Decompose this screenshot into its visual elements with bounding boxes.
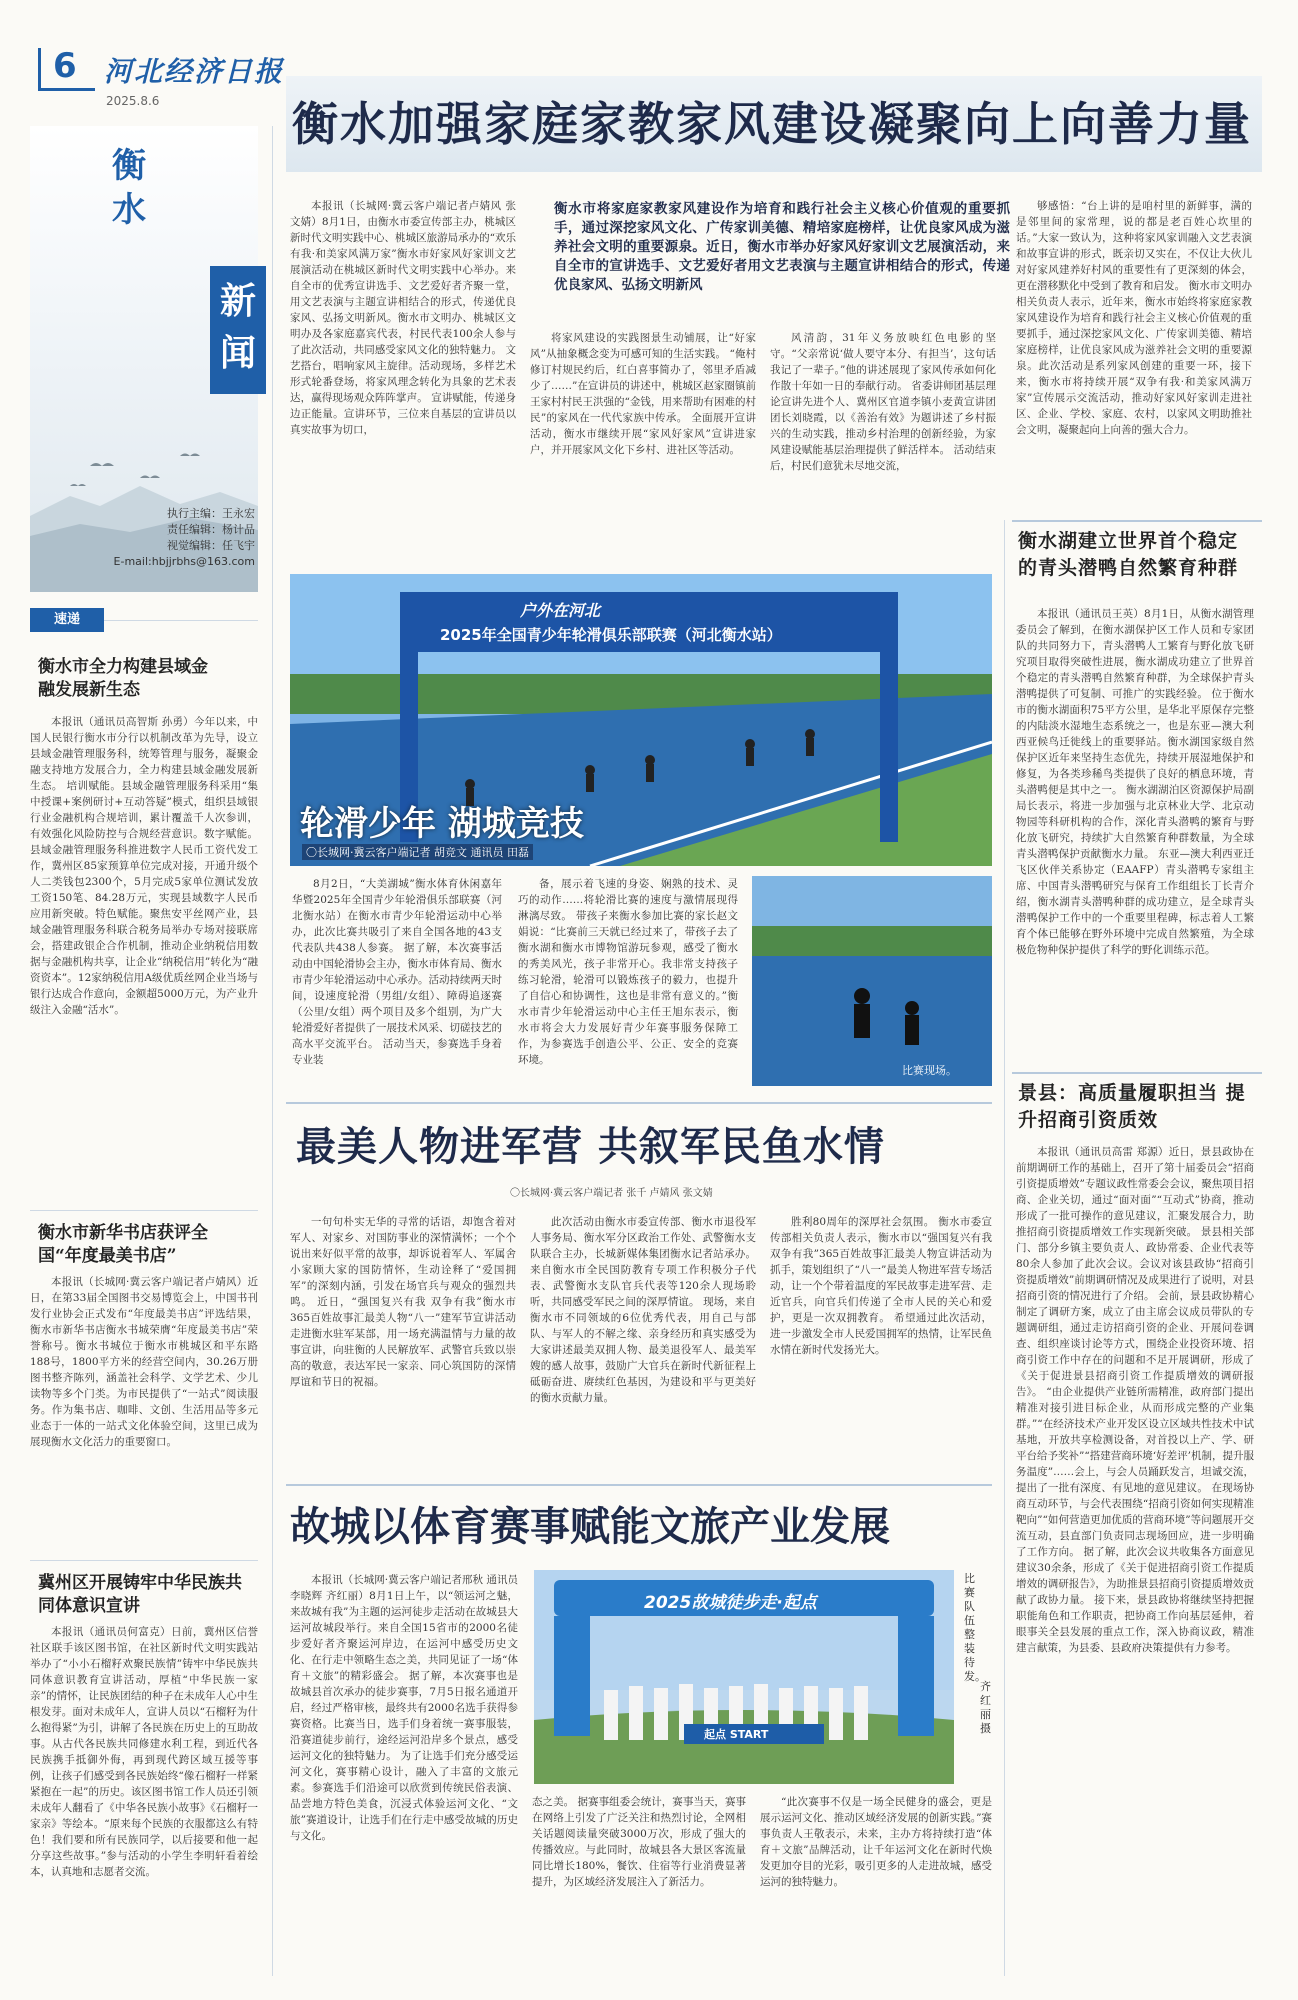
editor-3: 视觉编辑：任飞宇	[167, 539, 255, 552]
roller-banner-title: 户外在河北	[520, 601, 601, 620]
sidebar-item-1-body: 本报讯（通讯员高智斯 孙勇）今年以来，中国人民银行衡水市分行以机制改革为先导，设立县域金融管理服务科，统筹管理与服务，凝聚金融支持地方发展合力，全力构建县域金融发展新生态。 培训赋能。县域金融管理服务科采用“集中授课+案例研讨+互动答疑”模式，组织县域银行业金融机构合规培训，累计覆盖千人次参训，有效强化风险防控与合规经营意识。数字赋能。县域金融管理服务科推进数字人民币工资代发工作，冀州区85家预算单位完成对接，开通升级个人二类钱包2300个，5月完成5家单位测试发放工资150笔、84.28万元，实现县域数字人民币应用新突破。特色赋能。聚焦安平丝网产业，县域金融管理服务科联合税务局举办专场对接联席会，搭建政银企合作机制，推动企业纳税信用数据与金融机构共享，让企业“纳税信用”转化为“融资资本”。12家纳税信用A级优质丝网企业当场与银行达成合作意向，金额超5000万元，为产业升级注入金融“活水”。	[30, 716, 258, 1016]
sidebar-tag-label: 速递	[53, 612, 80, 627]
gucheng-start-text: 起点 START	[704, 1728, 769, 1741]
roller-small-photo	[752, 876, 992, 1086]
jing-title: 景县：高质量履职担当 提升招商引资质效	[1018, 1082, 1246, 1131]
gucheng-photo	[534, 1570, 954, 1784]
main-col-3: 风清韵，31年义务放映红色电影的坚守。“父亲常说‘做人要守本分、有担当’，这句话我记了一辈子。”他的讲述展现了家风传承如何化作散十年如一日的奉献行动。 省委讲师团基层理论宣讲先进个人、冀州区官道李镇小麦黄宣讲团团长刘晓霞，以《善治有效》为题讲述了乡村振兴的生动实践，推动乡村治理的创新经验，为家风建设赋能基层治理提供了鲜活样本。 活动结束后，村民们意犹未尽地交流，	[770, 332, 996, 472]
gucheng-col-2: 态之美。 据赛事组委会统计，赛事当天，赛事在网络上引发了广泛关注和热烈讨论，全网相关话题阅读量突破3000万次，形成了强大的传播效应。与此同时，故城县各大景区客流量同比增长180%，餐饮、住宿等行业消费显著提升，为区域经济发展注入了新活力。	[532, 1796, 746, 1888]
editor-1: 执行主编：王永宏	[167, 507, 255, 520]
section-banner	[30, 126, 258, 592]
roller-col-2: 备，展示着飞速的身姿、娴熟的技术、灵巧的动作……将轮滑比赛的速度与激情展现得淋漓尽致。 带孩子来衡水参加比赛的家长赵文娟说：“比赛前三天就已经过来了，带孩子去了衡水湖和衡水市博物馆游玩参观，感受了衡水的秀美风光，孩子非常开心。我非常支持孩子练习轮滑，轮滑可以锻炼孩子的毅力，也提升了自信心和协调性，这也是非常有意义的。”衡水市青少年轮滑运动中心主任王旭东表示，衡水市将会大力发展好青少年赛事服务保障工作，为参赛选手创造公平、公正、安全的竞赛环境。	[518, 878, 738, 1066]
military-col-3: 胜利80周年的深厚社会氛围。 衡水市委宣传部相关负责人表示，衡水市以“强国复兴有我 双争有我”365百姓故事汇最美人物宣讲活动为抓手，策划组织了“八一”最美人物进军营专场活动，让一个个带着温度的军民故事走进军营、走近官兵，向官兵们传递了全市人民的关心和爱护，更是一次双拥教育。 希望通过此次活动，进一步激发全市人民爱国拥军的热情，让军民鱼水情在新时代发扬光大。	[770, 1216, 992, 1356]
section-category: 新闻	[219, 281, 256, 374]
military-col-1: 一句句朴实无华的寻常的话语，却饱含着对军人、对家乡、对国防事业的深情满怀；一个个说出来好似平常的故事，却诉说着军人、军属舍小家顾大家的国防情怀，生动诠释了“爱国拥军”的深刻内涵，引发在场官兵与观众的强烈共鸣。 近日，“强国复兴有我 双争有我”衡水市365百姓故事汇最美人物“八一”建军节宣讲活动走进衡水驻军某部，用一场充满温情与力量的故事宣讲，向驻衡的人民解放军、武警官兵致以崇高的敬意，表达军民一家亲、同心筑国防的深情厚谊和节日的祝福。	[290, 1216, 516, 1388]
main-col-1: 本报讯（长城网·冀云客户端记者卢婧风 张文婧）8月1日，由衡水市委宣传部主办，桃城区新时代文明实践中心、桃城区旅游局承办的“欢乐有我·和美家风满万家”衡水市好家风好家训文艺展演活动在桃城区新时代文明实践中心举办。来自全市的优秀宣讲选手、文艺爱好者齐聚一堂，用文艺表演与主题宣讲相结合的形式，传递优良家风、弘扬文明新风。衡水市文明办、桃城区文明办及各家庭嘉宾代表，村民代表100余人参与了此次活动，共同感受家风文化的独特魅力。 文艺搭台，唱响家风主旋律。活动现场，多样艺术形式轮番登场，将家风理念转化为具象的艺术表达，赢得现场观众阵阵掌声。 宣讲赋能，传递身边正能量。宣讲环节，三位来自基层的宣讲员以真实故事为切口，	[290, 200, 516, 436]
duck-title: 衡水湖建立世界首个稳定的青头潜鸭自然繁育种群	[1018, 530, 1239, 579]
sidebar-item-3-title: 冀州区开展铸牢中华民族共同体意识宣讲	[38, 1573, 242, 1616]
gucheng-col-1: 本报讯（长城网·冀云客户端记者邢秋 通讯员李晓辉 齐红丽）8月1日上午，以“领运河之魅，来故城有我”为主题的运河徒步走活动在故城县大运河故城段举行。来自全国15省市的2000名徒步爱好者齐聚运河岸边，在运河中感受历史文化、在行走中领略生态之美，共同见证了一场“体育＋文旅”的精彩盛会。 据了解，本次赛事也是故城县首次承办的徒步赛事，7月5日报名通道开启，经过严格审核，最终共有2000名选手获得参赛资格。比赛当日，选手们身着统一赛事服装，沿赛道徒步前行，途经运河沿岸多个景点，感受运河文化的独特魅力。 为了让选手们充分感受运河文化，赛事精心设计，融入了丰富的文旅元素。参赛选手们沿途可以欣赏到传统民俗表演、品尝地方特色美食，沉浸式体验运河文化、“文旅”赛道设计，让选手们在行走中感受故城的历史与文化。	[290, 1574, 518, 1842]
gucheng-headline: 故城以体育赛事赋能文旅产业发展	[290, 1503, 890, 1550]
roller-photo-credit: 〇长城网·冀云客户端记者 胡竞文 通讯员 田磊	[302, 844, 533, 860]
military-headline: 最美人物进军营 共叙军民鱼水情	[296, 1123, 885, 1170]
editor-credits	[110, 506, 255, 570]
roller-small-caption: 比赛现场。	[902, 1064, 957, 1077]
roller-banner-sub: 2025年全国青少年轮滑俱乐部联赛（河北衡水站）	[440, 626, 782, 644]
issue-date: 2025.8.6	[106, 94, 160, 108]
main-col-2: 将家风建设的实践图景生动铺展，让“好家风”从抽象概念变为可感可知的生活实践。 “俺村修订村规民约后，红白喜事简办了，邻里矛盾减少了……”在宣讲员的讲述中，桃城区赵家圈镇前王家村村民王洪强的“金钱，用来帮助有困难的村民”的家风在一代代家族中传承。 全面展开宣讲活动，衡水市继续开展“家风好家风”宣讲进家户，并开展家风文化下乡村、进社区等活动。	[530, 332, 756, 456]
military-credit: 〇长城网·冀云客户端记者 张千 卢婧风 张文婧	[510, 1188, 713, 1199]
duck-body: 本报讯（通讯员王英）8月1日，从衡水湖管理委员会了解到，在衡水湖保护区工作人员和专家团队的共同努力下，青头潜鸭人工繁育与野化放飞研究项目取得突破性进展，衡水湖成功建立了世界首个稳定的青头潜鸭自然繁育种群，为全球保护青头潜鸭提供了可复制、可推广的实践经验。 位于衡水市的衡水湖面积75平方公里，是华北平原保存完整的内陆淡水湿地生态系统之一，也是东亚—澳大利西亚候鸟迁徙线上的重要驿站。衡水湖国家级自然保护区近年来坚持生态优先，持续开展湿地保护和修复，为各类珍稀鸟类提供了良好的栖息环境，青头潜鸭便是其中之一。 衡水湖湖泊区资源保护局副局长表示，将进一步加强与北京林业大学、北京动物园等科研机构的合作，深化青头潜鸭的繁育与野化放飞研究，持续扩大自然繁育种群数量，为全球青头潜鸭保护贡献衡水力量。 东亚—澳大利西亚迁飞区伙伴关系协定（EAAFP）青头潜鸭专家组主席、中国青头潜鸭研究与保育工作组组长丁长青介绍，衡水湖青头潜鸭种群的成功建立，是全球青头潜鸭保护工作中的一个重要里程碑，标志着人工繁育个体已能够在野外环境中完成自然繁殖，为全球极危物种保护提供了科学的野化训练示范。	[1016, 608, 1254, 956]
roller-col-1: 8月2日，“大美湖城”衡水体育休闲嘉年华暨2025年全国青少年轮滑俱乐部联赛（河北衡水站）在衡水市青少年轮滑运动中心举办，此次比赛共吸引了来自全国各地的43支代表队共438人参赛。 据了解，本次赛事活动由中国轮滑协会主办，衡水市体育局、衡水市青少年轮滑运动中心承办。活动持续两天时间，设速度轮滑（男组/女组）、障碍追逐赛（公里/女组）两个项目及多个组别，为广大轮滑爱好者提供了一展技术风采、切磋技艺的高水平交流平台。 活动当天，参赛选手身着专业装	[292, 878, 502, 1066]
sidebar-item-2-body: 本报讯（长城网·冀云客户端记者卢婧风）近日，在第33届全国图书交易博览会上，中国书刊发行业协会正式发布“年度最美书店”评选结果，衡水市新华书店衡水书城荣膺“年度最美书店”荣誉称号。衡水书城位于衡水市桃城区和平东路188号，1800平方米的经营空间内，30.26万册图书整齐陈列，涵盖社会科学、文学艺术、少儿读物等多个门类。为市民提供了“一站式”阅读服务。作为集书店、咖啡、文创、生活用品等多元业态于一体的一站式文化体验空间，这里已成为展现衡水文化活力的重要窗口。	[30, 1276, 258, 1448]
gucheng-side-caption: 比赛队伍整装待发。	[964, 1572, 986, 1683]
sidebar-tag	[30, 608, 104, 632]
main-col-4: 够感悟：“台上讲的是咱村里的新鲜事，满的是邻里间的家常理，说的都是老百姓心坎里的话。”大家一致认为，这种将家风家训融入文艺表演和故事宣讲的形式，既亲切又实在，不仅让大伙儿对好家风建养好村风的重要性有了更深刻的体会，更在潜移默化中受到了教育和启发。 衡水市文明办相关负责人表示，近年来，衡水市始终将家庭家教家风建设作为培育和践行社会主义核心价值观的重要抓手，通过深挖家风文化、广传家训美德、精培家庭榜样，让优良家风成为滋养社会文明的重要源泉。此次活动是系列家风创建的重要一环，接下来，衡水市将持续开展“双争有我·和美家风满万家”宣传展示交流活动，推动好家风好家训走进社区、企业、学校、家庭、农村，以家风文明助推社会文明，凝聚起向上向善的强大合力。	[1016, 200, 1252, 436]
page-number: 6	[53, 46, 77, 86]
military-col-2: 此次活动由衡水市委宣传部、衡水市退役军人事务局、衡水军分区政治工作处、武警衡水支队联合主办，长城新媒体集团衡水记者站承办。来自衡水市全民国防教育专项工作积极分子代表、武警衡水支队官兵代表等120余人现场聆听，共同感受军民之间的深厚情谊。 现场，来自衡水市不同领域的6位优秀代表，用自己与部队、与军人的不解之缘、亲身经历和真实感受为大家讲述最美双拥人物、最美退役军人、最美军嫂的感人故事，鼓励广大官兵在新时代新征程上砥砺奋进、赓续红色基因，为建设和平与更美好的衡水贡献力量。	[530, 1216, 756, 1404]
gucheng-col-3: “此次赛事不仅是一场全民健身的盛会，更是展示运河文化、推动区域经济发展的创新实践。”赛事负责人王敬表示，未来，主办方将持续打造“体育＋文旅”品牌活动，让千年运河文化在新时代焕发更加夺目的光彩，吸引更多的人走进故城，感受运河的独特魅力。	[760, 1796, 992, 1888]
sidebar-item-1-title: 衡水市全力构建县域金融发展新生态	[38, 657, 208, 700]
editor-email: E-mail:hbjjrbhs@163.com	[113, 555, 255, 568]
main-lead: 衡水市将家庭家教家风建设作为培育和践行社会主义核心价值观的重要抓手，通过深挖家风文化、广传家训美德、精培家庭榜样，让优良家风成为滋养社会文明的重要源泉。近日，衡水市举办好家风好家训文艺展演活动，来自全市的宣讲选手、文艺爱好者用文艺表演与主题宣讲相结合的形式，传递优良家风、弘扬文明新风	[554, 201, 1010, 293]
section-category-box	[210, 266, 266, 394]
main-headline: 衡水加强家庭家教家风建设凝聚向上向善力量	[292, 97, 1252, 151]
gucheng-banner-text: 2025故城徒步走·起点	[644, 1593, 817, 1613]
gucheng-photographer: 齐红丽 摄	[980, 1680, 991, 1735]
roller-overlay-title: 轮滑少年 湖城竞技	[300, 804, 584, 844]
newspaper-name: 河北经济日报	[104, 55, 285, 88]
roller-photo	[290, 574, 992, 866]
page-number-box	[38, 48, 95, 91]
roller-small-scene	[752, 876, 992, 1086]
sidebar-item-2-title: 衡水市新华书店获评全国“年度最美书店”	[38, 1223, 208, 1266]
jing-body: 本报讯（通讯员高雷 郑源）近日，景县政协在前期调研工作的基础上，召开了第十届委员会“招商引资提质增效”专题议政性常委会会议，聚焦项目招商、企业关切，通过“面对面”“互动式”协商，推动形成了一批可操作的意见建议，汇聚发展合力，助推招商引资提质增效工作实现新突破。 景县相关部门、部分乡镇主要负责人、政协常委、企业代表等80余人参加了此次会议。会议对该县政协“招商引资提质增效”前期调研情况及成果进行了说明，对县招商引资的情况进行了介绍。 会前，景县政协精心制定了调研方案，成立了由主席会议成员带队的专题调研组，通过走访招商引资的企业、开展问卷调查、组织座谈讨论等方式，围绕企业投资环境、招商引资工作中存在的问题和不足开展调研，形成了《关于促进景县招商引资工作提质增效的调研报告》。 “由企业提供产业链所需精准，政府部门提出精准对接引进目标企业，从而形成完整的产业集群。”“在经济技术产业开发区设立区域共性技术中试基地，开放共享检测设备，对首投以上产、学、研平台给予奖补”“搭建营商环境‘好差评’机制，提升服务温度”……会上，与会人员踊跃发言，坦诚交流，提出了一批有深度、有见地的意见建议。 在现场协商互动环节，与会代表围绕“招商引资如何实现精准靶向”“如何营造更加优质的营商环境”等问题展开交流互动，县直部门负责同志现场回应，进一步明确了工作方向。 据了解，此次会议共收集各方面意见建议30余条，形成了《关于促进招商引资工作提质增效的调研报告》，为助推景县招商引资提质增效贡献了政协力量。 接下来，景县政协将继续坚持把握职能角色和工作职责，把协商工作向基层延伸，着眼事关全县发展的重点工作，深入协商议政，精准建言献策，为县委、县政府决策提供有力参考。	[1016, 1146, 1254, 1654]
section-region: 衡水	[112, 146, 146, 230]
sidebar-item-3-body: 本报讯（通讯员何富克）日前，冀州区信誉社区联手该区图书馆，在社区新时代文明实践站举办了“小小石榴籽欢聚民族情”铸牢中华民族共同体意识教育宣讲活动，厚植“中华民族一家亲”的情怀，让民族团结的种子在未成年人心中生根发芽。面对未成年人，宣讲人员以“石榴籽为什么抱得紧”为引，讲解了各民族在历史上的互助故事。从古代各民族共同修建水利工程，到近代各民族携手抵御外侮，再到现代跨区域互援等事例，让孩子们感受到各民族始终“像石榴籽一样紧紧抱在一起”的历史。该区图书馆工作人员还引领未成年人翻看了《中华各民族小故事》《石榴籽一家亲》等绘本。“原来每个民族的衣服都这么有特色！我们要和所有民族同学，以后接要和他一起分享这些故事。”参与活动的小学生李明轩看着绘本，认真地和志愿者交流。	[30, 1626, 258, 1878]
editor-2: 责任编辑：杨计品	[167, 523, 255, 536]
